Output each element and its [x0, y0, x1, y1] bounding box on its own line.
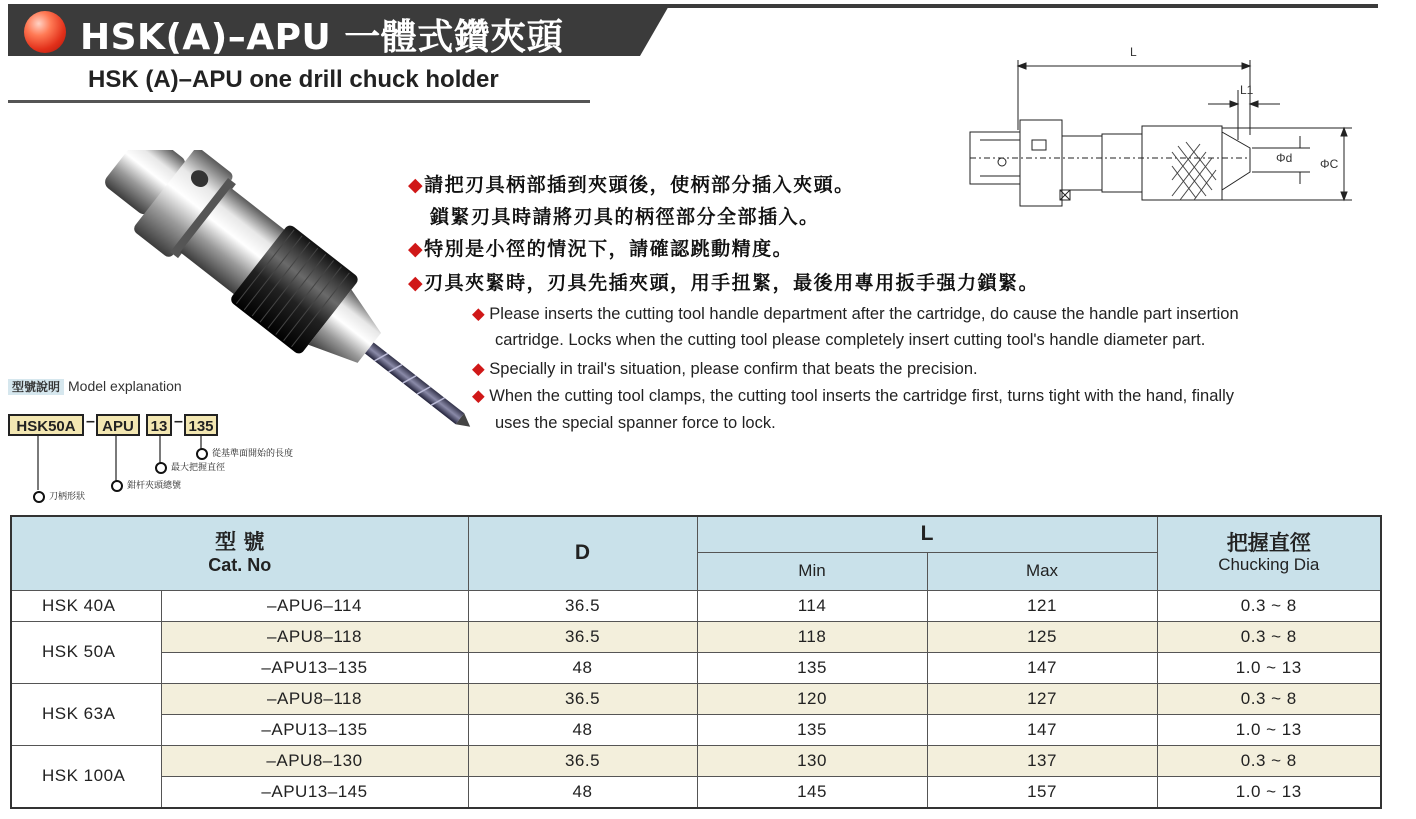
l-min-cell: 135	[697, 714, 927, 745]
model-cell: –APU13–135	[161, 714, 468, 745]
instruction-zh-1b: 鎖緊刃具時請將刃具的柄徑部分全部插入。	[430, 206, 820, 228]
header-l-max: Max	[927, 552, 1157, 590]
technical-drawing	[960, 40, 1370, 220]
d-cell: 36.5	[468, 683, 697, 714]
d-cell: 36.5	[468, 745, 697, 776]
red-ball-icon	[24, 11, 66, 53]
instruction-zh-3: ◆刃具夾緊時，刃具先插夾頭，用手扭緊，最後用專用扳手强力鎖緊。	[408, 272, 1040, 294]
note-max-dia: 最大把握直徑	[155, 460, 225, 474]
l-max-cell: 147	[927, 714, 1157, 745]
note-chuck-type: 鉗杆夾頭總號	[111, 478, 181, 492]
page-title: HSK(A)–APU 一體式鑽夾頭	[80, 17, 564, 58]
page-subtitle: HSK (A)–APU one drill chuck holder	[88, 66, 499, 93]
model-cell: –APU13–145	[161, 776, 468, 808]
series-cell: HSK 50A	[11, 621, 161, 683]
code-dash: –	[174, 413, 183, 430]
diamond-bullet-icon: ◆	[472, 305, 490, 323]
model-explanation-title: 型號說明 Model explanation	[8, 378, 182, 395]
l-max-cell: 137	[927, 745, 1157, 776]
instruction-en-3: ◆ When the cutting tool clamps, the cutting tool inserts the cartridge first, turns tight with the hand, finally	[472, 387, 1234, 405]
code-max-dia: 13	[146, 414, 172, 436]
chucking-dia-cell: 1.0 ~ 13	[1157, 714, 1381, 745]
l-max-cell: 125	[927, 621, 1157, 652]
ring-icon	[155, 462, 167, 474]
chucking-dia-cell: 0.3 ~ 8	[1157, 683, 1381, 714]
instruction-zh-2: ◆特別是小徑的情況下，請確認跳動精度。	[408, 238, 794, 260]
table-row	[11, 590, 1381, 621]
diamond-bullet-icon: ◆	[408, 238, 425, 260]
ring-icon	[33, 491, 45, 503]
subtitle-rule	[8, 100, 590, 103]
code-length: 135	[184, 414, 218, 436]
model-cell: –APU8–118	[161, 621, 468, 652]
l-max-cell: 157	[927, 776, 1157, 808]
table-row	[11, 652, 1381, 683]
l-max-cell: 121	[927, 590, 1157, 621]
instruction-en-2: ◆ Specially in trail's situation, please confirm that beats the precision.	[472, 360, 978, 378]
model-cell: –APU8–118	[161, 683, 468, 714]
l-min-cell: 135	[697, 652, 927, 683]
code-chuck-type: APU	[96, 414, 140, 436]
ring-icon	[196, 448, 208, 460]
d-cell: 36.5	[468, 590, 697, 621]
model-cell: –APU8–130	[161, 745, 468, 776]
dim-label-d: Φd	[1276, 151, 1293, 165]
header-l-min: Min	[697, 552, 927, 590]
ring-icon	[111, 480, 123, 492]
diamond-bullet-icon: ◆	[472, 387, 490, 405]
table-row	[11, 745, 1381, 776]
model-cell: –APU6–114	[161, 590, 468, 621]
instruction-en-1: ◆ Please inserts the cutting tool handle department after the cartridge, do cause the handle part insertion	[472, 305, 1239, 323]
l-min-cell: 130	[697, 745, 927, 776]
diamond-bullet-icon: ◆	[472, 360, 490, 378]
spec-table	[10, 515, 1382, 809]
l-min-cell: 120	[697, 683, 927, 714]
header-rule	[660, 4, 1378, 8]
d-cell: 48	[468, 776, 697, 808]
diamond-bullet-icon: ◆	[408, 174, 425, 196]
chucking-dia-cell: 0.3 ~ 8	[1157, 621, 1381, 652]
l-min-cell: 145	[697, 776, 927, 808]
series-cell: HSK 100A	[11, 745, 161, 808]
note-holder-type: 刀柄形狀	[33, 489, 85, 503]
model-cell: –APU13–135	[161, 652, 468, 683]
d-cell: 48	[468, 652, 697, 683]
code-dash: –	[86, 413, 95, 430]
d-cell: 36.5	[468, 621, 697, 652]
table-row	[11, 714, 1381, 745]
header-cat-no: 型 號 Cat. No	[11, 516, 468, 590]
l-min-cell: 114	[697, 590, 927, 621]
chucking-dia-cell: 0.3 ~ 8	[1157, 745, 1381, 776]
chucking-dia-cell: 1.0 ~ 13	[1157, 652, 1381, 683]
series-cell: HSK 63A	[11, 683, 161, 745]
instruction-zh-1: ◆請把刃具柄部插到夾頭後，使柄部分插入夾頭。	[408, 174, 855, 196]
series-cell: HSK 40A	[11, 590, 161, 621]
header-l: L	[697, 516, 1157, 552]
code-holder-type: HSK50A	[8, 414, 84, 436]
table-row	[11, 683, 1381, 714]
chucking-dia-cell: 0.3 ~ 8	[1157, 590, 1381, 621]
table-row	[11, 621, 1381, 652]
l-max-cell: 127	[927, 683, 1157, 714]
header-d: D	[468, 516, 697, 590]
table-row	[11, 776, 1381, 808]
header-chucking-dia: 把握直徑 Chucking Dia	[1157, 516, 1381, 590]
chucking-dia-cell: 1.0 ~ 13	[1157, 776, 1381, 808]
instruction-en-1b: cartridge. Locks when the cutting tool please completely insert cutting tool's handle diameter part.	[495, 331, 1206, 349]
diamond-bullet-icon: ◆	[408, 272, 425, 294]
dim-label-l: L	[1130, 45, 1137, 59]
l-max-cell: 147	[927, 652, 1157, 683]
dim-label-l1: L1	[1240, 83, 1254, 97]
d-cell: 48	[468, 714, 697, 745]
l-min-cell: 118	[697, 621, 927, 652]
instruction-en-3b: uses the special spanner force to lock.	[495, 414, 776, 432]
dim-label-c: ΦC	[1320, 157, 1339, 171]
note-length: 從基準面開始的長度	[196, 446, 293, 460]
